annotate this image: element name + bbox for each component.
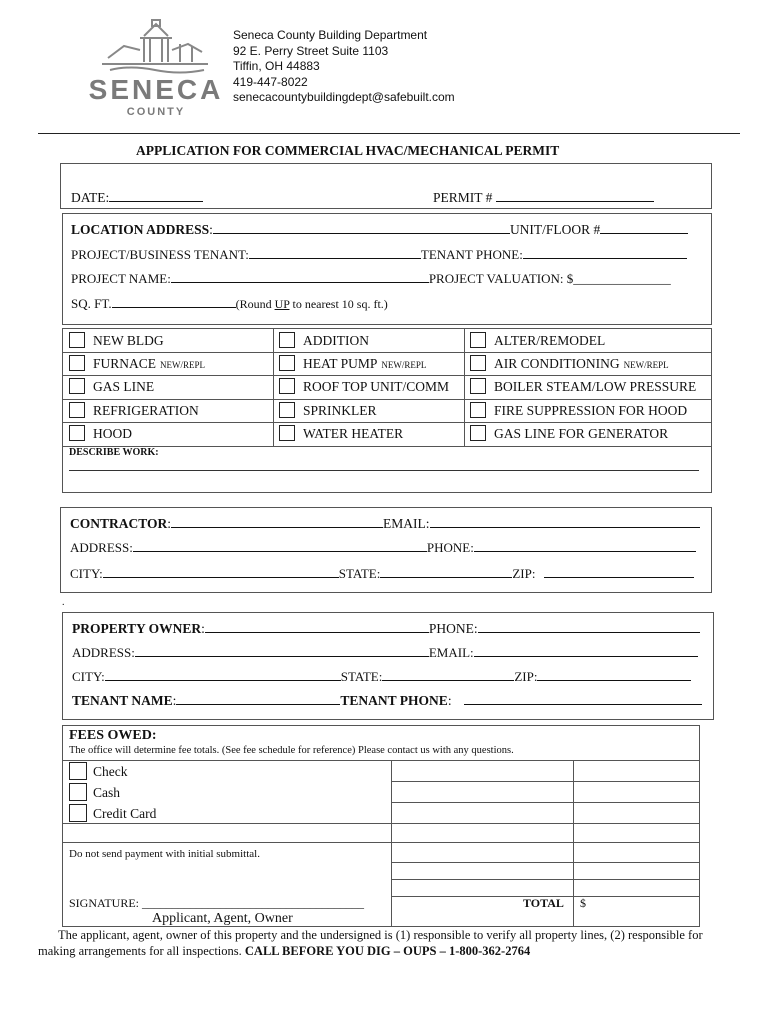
sqft-label: SQ. FT.	[71, 296, 112, 311]
work-type-label	[494, 403, 687, 419]
work-type-text: HOOD	[93, 426, 132, 441]
location-address-label: LOCATION ADDRESS	[71, 222, 210, 237]
colon: :	[209, 222, 213, 237]
owner-address-field[interactable]	[135, 645, 429, 657]
checkbox-refrigeration[interactable]	[69, 402, 85, 418]
project-valuation-label: PROJECT VALUATION: $	[428, 271, 574, 286]
header-divider	[38, 133, 740, 134]
tenant-name-label: TENANT NAME	[72, 693, 173, 708]
signer-caption: Applicant, Agent, Owner	[152, 911, 293, 926]
owner-city-field[interactable]	[105, 669, 341, 681]
owner-email-label: EMAIL:	[428, 645, 474, 660]
owner-tenant-phone-label: TENANT PHONE	[340, 693, 448, 708]
work-type-text: ROOF TOP UNIT/COMM	[303, 379, 450, 394]
round-note-prefix: (Round	[235, 297, 275, 311]
courthouse-icon	[100, 18, 210, 74]
date-permit-box	[60, 163, 712, 209]
work-type-label	[93, 333, 164, 349]
logo-text: SENECA	[88, 74, 224, 105]
tenant-phone-label: TENANT PHONE:	[420, 247, 523, 262]
owner-zip-field[interactable]	[537, 669, 691, 681]
location-address-field[interactable]	[213, 222, 510, 234]
work-type-text: GAS LINE	[93, 379, 155, 394]
logo-subtext: COUNTY	[126, 106, 186, 118]
contractor-zip-label: ZIP:	[512, 566, 536, 581]
contractor-email-field[interactable]	[430, 516, 700, 528]
work-type-label	[93, 426, 132, 442]
project-name-field[interactable]	[171, 271, 429, 283]
contractor-phone-label: PHONE:	[426, 540, 474, 555]
checkbox-boiler-steam-low-pressure[interactable]	[470, 378, 486, 394]
work-type-text: GAS LINE FOR GENERATOR	[494, 426, 669, 441]
checkbox-new-bldg[interactable]	[69, 332, 85, 348]
tenant-label: PROJECT/BUSINESS TENANT:	[71, 247, 249, 262]
checkbox-cash[interactable]	[69, 783, 87, 801]
owner-phone-label: PHONE:	[428, 621, 478, 636]
checkbox-alter-remodel[interactable]	[470, 332, 486, 348]
work-type-text: HEAT PUMP	[303, 356, 378, 371]
total-label: TOTAL	[523, 896, 564, 910]
checkbox-furnace[interactable]	[69, 355, 85, 371]
tenant-name-field[interactable]	[176, 693, 340, 705]
work-type-label	[303, 426, 403, 442]
checkbox-hood[interactable]	[69, 425, 85, 441]
contractor-email-label: EMAIL:	[383, 516, 430, 531]
owner-email-field[interactable]	[474, 645, 698, 657]
department-street: 92 E. Perry Street Suite 1103	[233, 43, 389, 58]
payment-method-label: Check	[93, 764, 128, 779]
location-box	[62, 213, 712, 325]
tenant-phone-field[interactable]	[523, 247, 687, 259]
work-type-label	[494, 426, 668, 442]
round-note-up: UP	[274, 297, 290, 311]
work-type-label	[494, 333, 605, 349]
checkbox-water-heater[interactable]	[279, 425, 295, 441]
unit-floor-field[interactable]	[600, 222, 688, 234]
new-repl-note: NEW/REPL	[160, 360, 206, 370]
work-type-text: BOILER STEAM/LOW PRESSURE	[494, 379, 697, 394]
work-type-label	[303, 403, 377, 419]
permit-number-field[interactable]	[496, 190, 654, 202]
colon: :	[201, 621, 205, 636]
work-type-text: FIRE SUPPRESSION FOR HOOD	[494, 403, 688, 418]
owner-address-label: ADDRESS:	[72, 645, 135, 660]
date-field[interactable]	[109, 190, 203, 202]
fees-heading: FEES OWED:	[69, 728, 157, 743]
department-name: Seneca County Building Department	[233, 28, 428, 42]
contractor-city-field[interactable]	[103, 566, 339, 578]
footer-line-2	[38, 944, 728, 960]
work-type-box	[62, 328, 712, 493]
footer-statement	[38, 928, 728, 959]
checkbox-heat-pump[interactable]	[279, 355, 295, 371]
describe-work-label: DESCRIBE WORK:	[69, 447, 159, 458]
project-name-label: PROJECT NAME:	[71, 271, 171, 286]
tenant-field[interactable]	[249, 247, 421, 259]
contractor-phone-field[interactable]	[474, 540, 696, 552]
permit-label: PERMIT #	[433, 190, 493, 205]
round-note-suffix: to nearest 10 sq. ft.)	[289, 297, 388, 311]
work-type-text: SPRINKLER	[303, 403, 377, 418]
checkbox-gas-line-for-generator[interactable]	[470, 425, 486, 441]
signature-label: SIGNATURE:	[69, 896, 140, 910]
owner-label: PROPERTY OWNER	[72, 621, 202, 636]
form-title: APPLICATION FOR COMMERCIAL HVAC/MECHANICAL PERMIT	[136, 143, 560, 158]
contractor-box	[60, 507, 712, 593]
contractor-state-label: STATE:	[338, 566, 381, 581]
contractor-address-field[interactable]	[133, 540, 427, 552]
project-valuation-field[interactable]: _______________	[573, 271, 671, 286]
owner-state-label: STATE:	[340, 669, 383, 684]
department-address	[233, 28, 455, 106]
checkbox-fire-suppression-for-hood[interactable]	[470, 402, 486, 418]
work-type-label	[303, 379, 449, 395]
contractor-label: CONTRACTOR	[70, 516, 168, 531]
signature-row	[69, 896, 364, 911]
colon: :	[172, 693, 177, 708]
checkbox-air-conditioning[interactable]	[470, 355, 486, 371]
owner-zip-label: ZIP:	[514, 669, 538, 684]
work-type-label	[93, 356, 205, 372]
no-payment-note: Do not send payment with initial submittal.	[69, 848, 260, 860]
date-label: DATE:	[71, 190, 110, 205]
work-type-label	[93, 379, 154, 395]
work-type-text: WATER HEATER	[303, 426, 404, 441]
signature-field[interactable]: _____________________________________	[142, 896, 365, 910]
owner-phone-field[interactable]	[478, 621, 700, 633]
total-value[interactable]: $	[580, 896, 586, 910]
checkbox-sprinkler[interactable]	[279, 402, 295, 418]
owner-tenant-phone-field[interactable]	[464, 693, 702, 705]
work-type-text: NEW BLDG	[93, 333, 164, 348]
department-email[interactable]: senecacountybuildingdept@safebuilt.com	[233, 90, 455, 104]
checkbox-gas-line[interactable]	[69, 378, 85, 394]
checkbox-credit-card[interactable]	[69, 804, 87, 822]
fees-box	[62, 725, 700, 927]
work-type-label	[494, 379, 696, 395]
contractor-zip-field[interactable]	[544, 566, 694, 578]
owner-city-label: CITY:	[72, 669, 105, 684]
checkbox-roof-top-unit-comm[interactable]	[279, 378, 295, 394]
department-phone: 419-447-8022	[233, 74, 308, 89]
work-type-label	[303, 356, 426, 372]
county-logo	[88, 18, 224, 118]
round-note	[236, 297, 388, 311]
work-type-text: ADDITION	[303, 333, 369, 348]
contractor-name-field[interactable]	[171, 516, 383, 528]
payment-method-label: Credit Card	[93, 806, 157, 821]
footer-line-1: The applicant, agent, owner of this property and the undersigned is (1) responsible to verify all property lines, (2) responsible for	[58, 928, 703, 942]
unit-floor-label: UNIT/FLOOR #	[509, 222, 601, 237]
colon: :	[447, 693, 452, 708]
payment-method-label: Cash	[93, 785, 120, 800]
fees-note: The office will determine fee totals. (See fee schedule for reference) Please contact us with any questions.	[69, 745, 514, 756]
work-type-text: REFRIGERATION	[93, 403, 199, 418]
colon: :	[167, 516, 172, 531]
new-repl-note: NEW/REPL	[381, 360, 427, 370]
contractor-city-label: CITY:	[70, 566, 103, 581]
owner-box	[62, 612, 714, 720]
work-type-text: ALTER/REMODEL	[494, 333, 606, 348]
new-repl-note: NEW/REPL	[623, 360, 669, 370]
stray-dot: .	[62, 597, 65, 608]
call-before-you-dig: CALL BEFORE YOU DIG – OUPS – 1-800-362-2764	[244, 943, 531, 958]
work-type-label	[303, 333, 369, 349]
checkbox-addition[interactable]	[279, 332, 295, 348]
describe-work-line[interactable]	[69, 470, 699, 471]
work-type-label	[93, 403, 199, 419]
footer-text-2: making arrangements for all inspections.	[38, 943, 242, 958]
owner-name-field[interactable]	[205, 621, 429, 633]
sqft-field[interactable]	[112, 296, 236, 308]
contractor-state-field[interactable]	[380, 566, 512, 578]
department-city: Tiffin, OH 44883	[233, 59, 320, 73]
contractor-address-label: ADDRESS:	[70, 540, 133, 555]
checkbox-check[interactable]	[69, 762, 87, 780]
work-type-label	[494, 356, 669, 372]
work-type-text: AIR CONDITIONING	[494, 356, 620, 371]
owner-state-field[interactable]	[382, 669, 514, 681]
work-type-text: FURNACE	[93, 356, 157, 371]
